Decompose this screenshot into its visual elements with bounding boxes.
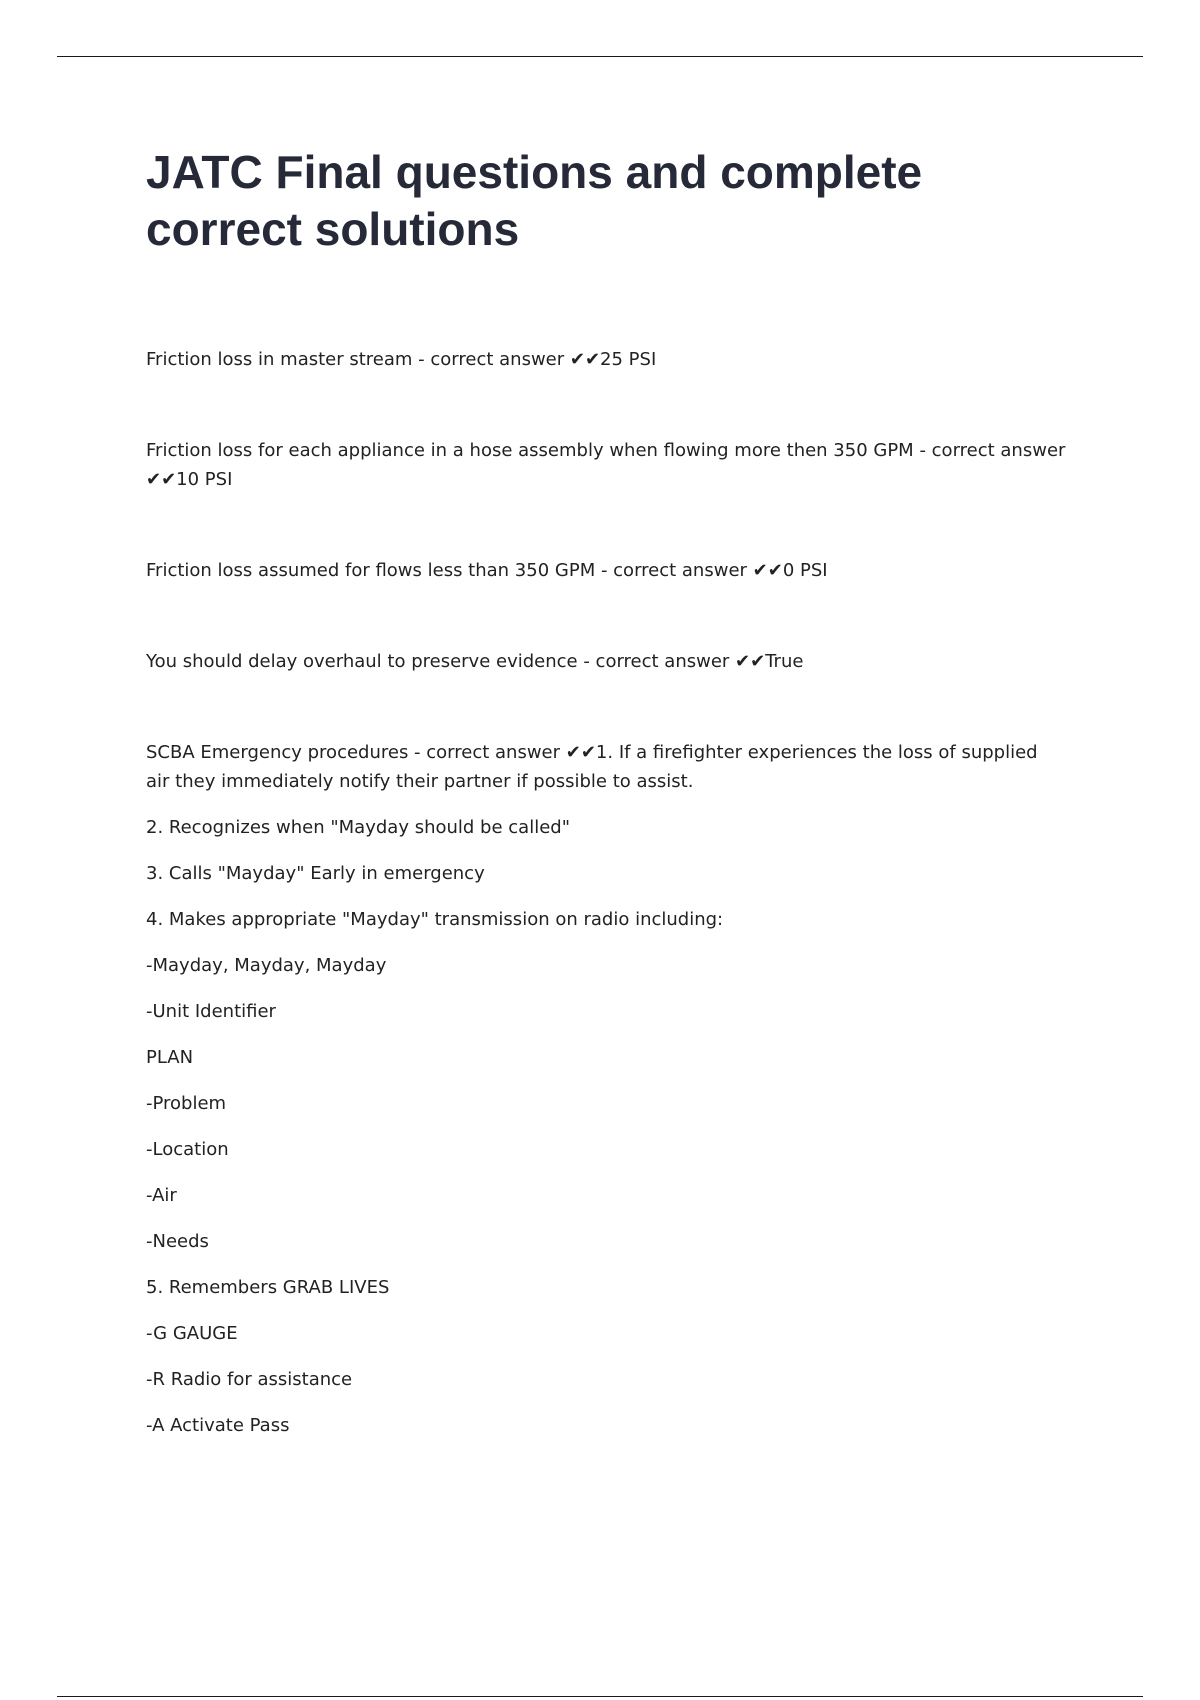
qa-item-4 [146,647,1066,676]
checkmark-icon: ✔✔ [146,469,177,490]
answer-text: 1. If a firefighter experiences the loss of supplied air they immediately notify their partner if possible to assist. [146,742,1038,792]
question-text: You should delay overhaul to preserve evidence - correct answer [146,651,736,672]
list-item: -Problem [146,1093,227,1114]
qa-item-1 [146,345,1066,374]
list-item: -Needs [146,1231,209,1252]
bottom-divider [57,1696,1143,1697]
list-item: -R Radio for assistance [146,1369,353,1390]
checkmark-icon: ✔✔ [752,560,783,581]
answer-text: 25 PSI [600,349,657,370]
list-item: -A Activate Pass [146,1415,290,1436]
question-text: Friction loss in master stream - correct answer [146,349,570,370]
list-item: -Mayday, Mayday, Mayday [146,955,387,976]
answer-text: True [765,651,804,672]
page-title: JATC Final questions and complete correct solutions [146,146,923,255]
qa-item-5 [146,738,1066,796]
list-item: 5. Remembers GRAB LIVES [146,1277,390,1298]
checkmark-icon: ✔✔ [735,651,766,672]
list-item: -Unit Identifier [146,1001,276,1022]
list-item: -Location [146,1139,229,1160]
top-divider [57,56,1143,57]
list-item: 2. Recognizes when "Mayday should be called" [146,817,570,838]
list-item: -G GAUGE [146,1323,238,1344]
answer-text: 0 PSI [782,560,828,581]
list-item: 3. Calls "Mayday" Early in emergency [146,863,485,884]
checkmark-icon: ✔✔ [565,742,596,763]
qa-item-3 [146,556,1066,585]
document-body [146,345,1066,1440]
question-text: Friction loss for each appliance in a hose assembly when flowing more then 350 GPM - correct answer [146,440,1066,461]
question-text: SCBA Emergency procedures - correct answer [146,742,566,763]
list-item: PLAN [146,1047,194,1068]
question-text: Friction loss assumed for flows less than 350 GPM - correct answer [146,560,753,581]
list-item: 4. Makes appropriate "Mayday" transmission on radio including: [146,909,724,930]
list-item: -Air [146,1185,177,1206]
checkmark-icon: ✔✔ [569,349,601,370]
answer-text: 10 PSI [176,469,233,490]
qa-item-2 [146,436,1066,494]
